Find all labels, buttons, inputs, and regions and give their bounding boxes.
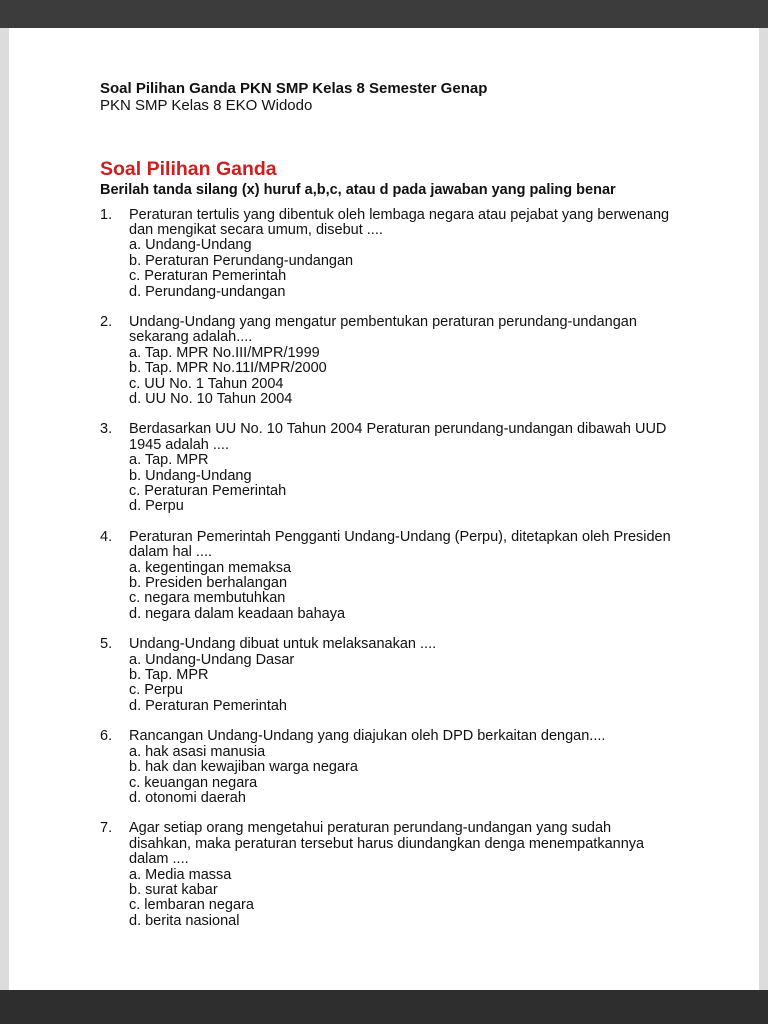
question-body bbox=[129, 315, 674, 407]
option-item: b. hak dan kewajiban warga negara bbox=[129, 759, 358, 776]
page-background bbox=[0, 28, 768, 990]
option-item: c. UU No. 1 Tahun 2004 bbox=[129, 375, 284, 392]
option-item: c. negara membutuhkan bbox=[129, 590, 286, 607]
option-item: b. Peraturan Perundang-undangan bbox=[129, 252, 354, 269]
question-item bbox=[100, 729, 674, 806]
question-number: 6. bbox=[100, 728, 113, 745]
question-item bbox=[100, 208, 674, 300]
question-text: Peraturan tertulis yang dibentuk oleh lembaga negara atau pejabat yang berwenang dan mengikat secara umum, disebut .... bbox=[129, 206, 670, 238]
option-item: d. Peraturan Pemerintah bbox=[129, 697, 287, 714]
option-item: c. Peraturan Pemerintah bbox=[129, 268, 287, 285]
option-item: d. Perundang-undangan bbox=[129, 283, 286, 300]
option-item: a. hak asasi manusia bbox=[129, 743, 266, 760]
section-title: Soal Pilihan Ganda bbox=[100, 158, 277, 180]
question-item bbox=[100, 315, 674, 407]
option-item: a. Tap. MPR bbox=[129, 452, 209, 469]
question-list bbox=[100, 208, 674, 930]
question-number: 1. bbox=[100, 206, 113, 223]
question-number: 7. bbox=[100, 820, 113, 837]
option-item: a. kegentingan memaksa bbox=[129, 559, 292, 576]
viewer-bottom-bar bbox=[0, 990, 768, 1024]
option-item: a. Tap. MPR No.III/MPR/1999 bbox=[129, 344, 320, 361]
question-item bbox=[100, 637, 674, 714]
question-text: Undang-Undang dibuat untuk melaksanakan .... bbox=[129, 636, 437, 653]
option-item: c. Perpu bbox=[129, 682, 183, 699]
question-body bbox=[129, 208, 674, 300]
question-number: 4. bbox=[100, 528, 113, 545]
instruction-text: Berilah tanda silang (x) huruf a,b,c, atau d pada jawaban yang paling benar bbox=[100, 182, 616, 198]
option-item: d. Perpu bbox=[129, 498, 184, 515]
option-item: d. otonomi daerah bbox=[129, 789, 246, 806]
question-body bbox=[129, 637, 674, 714]
question-body bbox=[129, 530, 674, 622]
question-item bbox=[100, 821, 674, 929]
doc-header-title: Soal Pilihan Ganda PKN SMP Kelas 8 Semester Genap bbox=[100, 80, 488, 97]
question-item bbox=[100, 530, 674, 622]
option-item: b. Presiden berhalangan bbox=[129, 575, 288, 592]
option-item: b. surat kabar bbox=[129, 881, 218, 898]
question-body bbox=[129, 422, 674, 514]
doc-header-subtitle: PKN SMP Kelas 8 EKO Widodo bbox=[100, 97, 313, 114]
question-text: Peraturan Pemerintah Pengganti Undang-Undang (Perpu), ditetapkan oleh Presiden dalam hal .... bbox=[129, 528, 671, 561]
question-body bbox=[129, 821, 674, 929]
option-item: d. UU No. 10 Tahun 2004 bbox=[129, 390, 293, 407]
question-number: 3. bbox=[100, 421, 113, 438]
question-text: Agar setiap orang mengetahui peraturan perundang-undangan yang sudah disahkan, maka peraturan tersebut harus diundangkan denga menempatkannya dalam .... bbox=[129, 820, 645, 868]
document-page bbox=[9, 28, 759, 990]
option-item: c. lembaran negara bbox=[129, 897, 254, 914]
option-item: c. keuangan negara bbox=[129, 774, 258, 791]
question-text: Undang-Undang yang mengatur pembentukan peraturan perundang-undangan sekarang adalah.... bbox=[129, 313, 637, 346]
question-item bbox=[100, 422, 674, 514]
question-text: Berdasarkan UU No. 10 Tahun 2004 Peraturan perundang-undangan dibawah UUD 1945 adalah .... bbox=[129, 421, 667, 453]
option-item: d. negara dalam keadaan bahaya bbox=[129, 605, 346, 622]
option-item: d. berita nasional bbox=[129, 912, 240, 929]
viewer-top-bar bbox=[0, 0, 768, 28]
option-item: b. Tap. MPR No.11I/MPR/2000 bbox=[129, 360, 327, 377]
option-item: c. Peraturan Pemerintah bbox=[129, 483, 287, 499]
question-number: 2. bbox=[100, 313, 113, 330]
option-item: b. Undang-Undang bbox=[129, 467, 252, 484]
option-item: b. Tap. MPR bbox=[129, 667, 209, 684]
option-item: a. Undang-Undang Dasar bbox=[129, 651, 295, 668]
question-body bbox=[129, 729, 674, 806]
question-text: Rancangan Undang-Undang yang diajukan oleh DPD berkaitan dengan.... bbox=[129, 728, 606, 745]
option-item: a. Undang-Undang bbox=[129, 237, 252, 254]
question-number: 5. bbox=[100, 636, 113, 653]
option-item: a. Media massa bbox=[129, 866, 232, 883]
